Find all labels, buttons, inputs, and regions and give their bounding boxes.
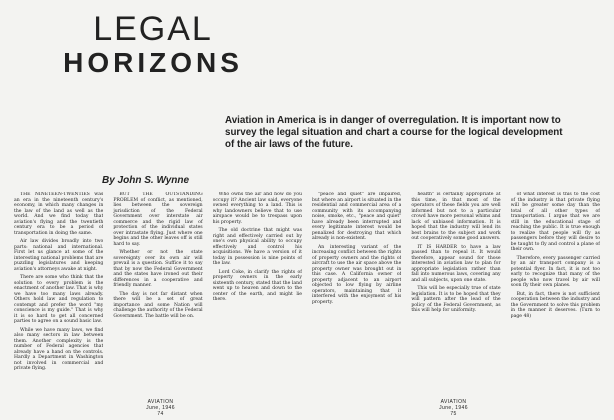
left-page-number: 74: [157, 411, 164, 417]
paragraph: of what interest is this to the cost of the industry is that private flying will be greater some day than the total of all other types of transportation. I argue that we are still in the educational stage of reaching the public. It is true enough to realize that people will fly as passengers before they will desire to be taught to fly and control a plane of their own.: [510, 192, 600, 252]
paragraph: Air law divides broadly into two parts: national and international. First let us glance at some of the interesting national problems that are puzzling legislatures and keeping aviation's attorneys awake at night.: [14, 239, 104, 272]
paragraph: This will be especially true of state legislation. It is to be hoped that they will pattern after the lead of the policy of the Federal Government, as this will help for uniformity.: [411, 286, 501, 313]
right-page-number: 75: [450, 411, 457, 417]
paragraph: While we have many laws, we find also many sectors in law between them. Another complexity is the number of Federal agencies that already have a hand on the controls. Hardly a Department in Washington not involved in commercial and private flying.: [14, 327, 104, 371]
article-kicker: LEGAL: [93, 10, 213, 48]
paragraph: Lord Coke, in clarify the rights of property owners in the early sixteenth century, stated that the land went up to heaven and down to the center of the earth, and might lie there.: [212, 269, 302, 302]
paragraph: The old doctrine that might was right and effectively carried out by one's own physical ability to occupy effectively and control his acquisitions. We have a version of it today in possession is nine points of the law.: [212, 228, 302, 266]
column-1: [14, 192, 103, 404]
paragraph: "peace and quiet" are impaired, but where an airport is situated in the residential and commercial area of a community with its accompanying noise, smoke, etc., "peace and quiet" have already been interrupted and every legitimate interest would be penalized for destroying that which already is non-existent.: [311, 192, 402, 241]
column-5: [411, 192, 500, 404]
paragraph: health" is certainly appropriate at this time, in that most of the operators of these fields you are well informed but not to a particular crowd have more personal whims and lack of unbiased information. It is hoped that the industry will lend its best brains to the subject and work out cooperatively some good answers.: [411, 192, 501, 241]
left-publication: AVIATION June, 1946: [146, 399, 175, 411]
paragraph: Whether or not the state sovereignty over its own air will prevail is a question. Suffice it to say that by now the Federal Government and the states have ironed out their differences in a cooperative and friendly manner.: [113, 250, 203, 288]
paragraph: Who owns the air and how do you occupy it? Ancient law said, everyone owned everything to a land. This is why landowners believe that to use airspace would be to trespass upon his property.: [212, 192, 302, 225]
right-publication: AVIATION June, 1946: [439, 399, 468, 411]
article-deck: Aviation in America is in danger of overregulation. It is important now to survey the legal situation and chart a course for the logical development of the air laws of the future.: [225, 115, 563, 150]
paragraph: THE NINETEEN-TWENTIES was an era in the nineteenth century's economy, in which many changes in the law of the land as well as the world. And we find today that aviation's flying and the twentieth century era to be a period of transportation in doing the same.: [14, 192, 104, 236]
left-footer: [14, 399, 307, 417]
paragraph: BUT THE OUTSTANDING PROBLEM of conflict, as mentioned, lies between the sovereign jurisdiction of the Federal Government over interstate air commerce and the rigid law of protection of the individual states over intrastate flying. Just where one begins and the other leaves off is still hard to say.: [113, 192, 203, 247]
page-footer: [14, 399, 600, 417]
paragraph: Therefore, every passenger carried by an air transport company is a potential flyer. In fact, it is not too early to recognize that many of the people who now travel by air will soon fly their own planes.: [510, 255, 600, 288]
paragraph: IT IS HARDER to have a law passed than to repeal it. It would therefore, appear sound for those interested in aviation law to plan for appropriate legislation rather than fall into numerous laws, covering any and all subjects, upon one state.: [411, 244, 501, 283]
article-body: [14, 192, 600, 404]
column-3: [213, 192, 302, 404]
column-6: [511, 192, 600, 404]
article-title: HORIZONS: [63, 47, 243, 78]
right-footer: [307, 399, 600, 417]
paragraph: There are some who think that the solution to every problem is the enactment of another law. That is why we have too many laws already. Others hold law and regulation to contempt and prefer the word "my conscience is my guide." That is why it is so hard to get all concerned parties to agree on a sound basic law.: [14, 275, 104, 324]
paragraph: The day is not far distant when there will be a set of great importance and some Nation will challenge the authority of the Federal Government. The battle will be on.: [113, 291, 203, 319]
title-block: [18, 10, 288, 77]
paragraph: But, in fact, there is not sufficient cooperation between the industry and the Government to solve this problem in the manner it deserves. (Turn to page 48): [510, 291, 600, 319]
paragraph: An interesting variant of the increasing conflict between the rights of property owners and the rights of aircraft to use the air space above the property owner was brought out in this case. A California owner of property adjacent to an airport objected to low flying by airline operators, maintaining that it interfered with the enjoyment of his property.: [311, 244, 402, 305]
column-2: [113, 192, 202, 404]
column-4: [312, 192, 401, 404]
author-byline: By John S. Wynne: [102, 175, 190, 186]
